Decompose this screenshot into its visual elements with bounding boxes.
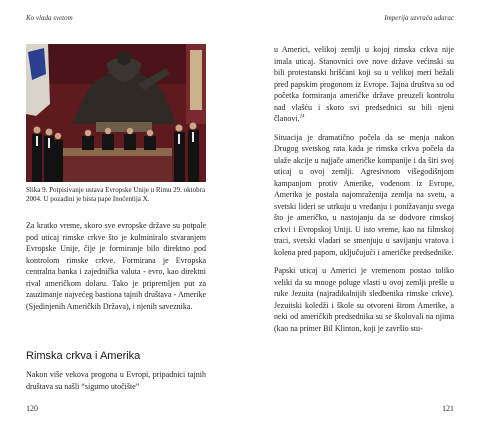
left-body-text-2 [26,369,206,392]
page-number-left: 120 [26,404,38,413]
footnote-reference: 24 [299,114,305,120]
running-head-right: Imperija uzvraća udarac [384,14,454,22]
section-heading: Rimska crkva i Amerika [26,350,141,362]
signing-ceremony-photo [26,44,206,182]
right-paragraph-2: Situacija je dramatično počela da se menja nakon Drugog svetskog rata kada je rimska crkva počela da ulaže akcije u najjače američke kompanije i da širi svoj uticaj u ovoj zemlji. Agresivnom višegodišnjom kampanjom protiv Amerike, vođenom iz Evrope, Amerika je postala najomraženija zemlja na svetu, a svetski lideri se utrkuju u vređanju i ponižavanju svega što je američko, u nastojanju da se dodvore rimskoj crkvi i Evropskoj Uniji. U isto vreme, kao na filmskoj traci, svetski vladari se smenjuju u savijanju vratova i kolena pred papom, uključujući i američke predsednike. [274,132,454,257]
right-paragraph-1 [274,44,454,125]
photo-caption: Slika 9. Potpisivanje ustava Evropske Unije u Rimu 29. oktobra 2004. U pozadini je bista pape Inoćentija X. [26,186,206,203]
page-number-right: 121 [442,404,454,413]
left-body-text [26,220,206,312]
running-head-left: Ko vlada svetom [26,14,73,22]
left-paragraph-1: Za kratko vreme, skoro sve evropske države su potpale pod uticaj rimske crkve što je kulminiralo stvaranjem Evropske Unije, čije je formiranje bilo direktno pod kontrolom rimske crkve. Formirana je Evropska centralna banka i zajednička valuta - evro, kao direktni rival američkom dolaru. Tako je pripremljen put za zauzimanje najvećeg bastiona tajnih društava - Amerike (Sjedinjenih Američkih Država), i njenih saveznika. [26,221,206,311]
left-paragraph-2: Nakon više vekova progona u Evropi, pripadnici tajnih društava su našli “sigurno utočište” [26,370,206,391]
right-body-text [274,44,454,334]
right-paragraph-1-text: u Americi, velikoj zemlji u kojoj rimska crkva nije imala uticaj. Stanovnici ove nove države većinski su bili protestanski hrišćani koji su u velikoj meri bežali pred papskim progonom iz Evrope. Tajna društva su od početka formiranja američke države preuzeli kontrolu nad vlašću i skoro svi predsednici su bili njeni članovi. [274,45,454,123]
photo-illustration [26,44,206,182]
right-paragraph-3: Papski uticaj u Americi je vremenom postao toliko veliki da su mnoge poluge vlasti u ovoj zemlji prešle u ruke Jezuita (najradikalnijih sledbenika rimske crkve). Jezuitski koledži i škole su otvoreni širom Amerike, a neki od američkih predsednika su se školovali na njima (kao na primer Bil Klinton, koji je završio stu- [274,266,454,333]
